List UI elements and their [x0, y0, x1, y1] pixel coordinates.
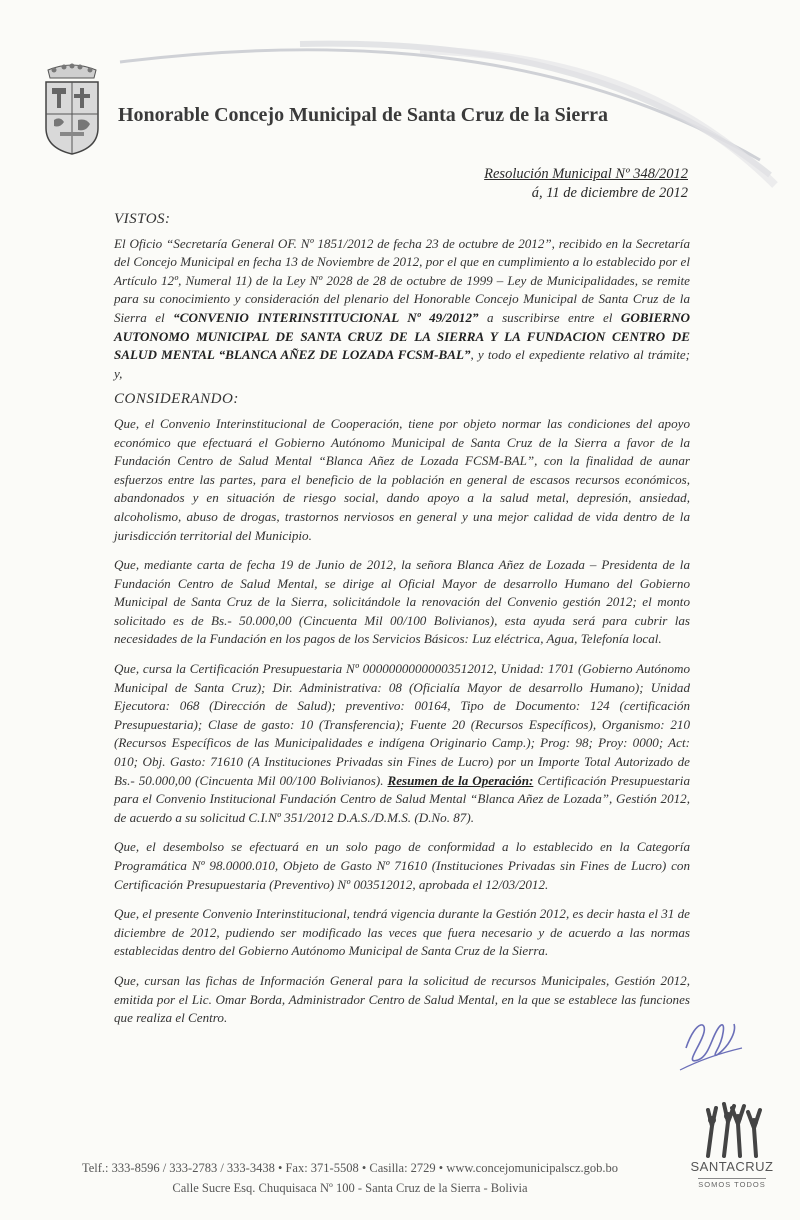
- vistos-text-1: El Oficio “Secretaría General OF. Nº 1851/2012 de fecha 23 de octubre de 2012”, recibido en la Secretaría del Concejo Municipal en fecha 13 de Noviembre de 2012, por el que en cumplimiento a lo establecido por el Artículo 12º, Numeral 11) de la Ley Nº 2028 de 28 de octubre de 1999 – Ley de Municipalidades, se remite para su conocimiento y consideración del plenario del Honorable Concejo Municipal de Santa Cruz de la Sierra el: [114, 235, 690, 325]
- handwritten-signature-icon: [676, 1008, 746, 1078]
- logo-brand: SANTACRUZ: [690, 1159, 774, 1174]
- resolution-date: á, 11 de diciembre de 2012: [531, 185, 688, 201]
- convenio-title: “CONVENIO INTERINSTITUCIONAL Nº 49/2012”: [173, 309, 479, 325]
- operation-summary-label: Resumen de la Operación:: [387, 772, 534, 788]
- resolution-body: [114, 210, 690, 1039]
- institution-title: Honorable Concejo Municipal de Santa Cruz de la Sierra: [118, 104, 608, 126]
- vistos-text-2: a suscribirse entre el: [478, 309, 621, 325]
- vistos-text-3: , y todo el expediente relativo al trámite; y,: [114, 347, 691, 381]
- raised-hands-icon: [682, 1096, 782, 1162]
- considerando-paragraph-5: Que, el presente Convenio Interinstitucional, tendrá vigencia durante la Gestión 2012, es decir hasta el 31 de diciembre de 2012, pudiendo ser modificado las veces que fuera necesario y de acuerdo a las normas establecidas dentro del Gobierno Autónomo Municipal de Santa Cruz de la Sierra.: [114, 906, 690, 959]
- resolution-number: Resolución Municipal Nº 348/2012: [484, 166, 688, 182]
- coat-of-arms-icon: [40, 62, 104, 156]
- resolution-reference: [484, 165, 688, 203]
- vistos-heading: VISTOS:: [114, 211, 171, 227]
- santa-cruz-logo: [682, 1096, 782, 1196]
- considerando-heading: CONSIDERANDO:: [114, 391, 239, 408]
- considerando-paragraph-3: [114, 660, 690, 827]
- certification-text-1: Que, cursa la Certificación Presupuestaria Nº 00000000000003512012, Unidad: 1701 (Gobierno Autónomo Municipal de Santa Cruz); Dir. Administrativa: 08 (Oficialía Mayor de desarrollo Humano); Unidad Ejecutora: 068 (Dirección de Salud); preventivo: 00164, Tipo de Documento: 124 (certificación Presupuestaria); Clase de gasto: 10 (Transferencia); Fuente 20 (Recursos Específicos), Organismo: 210 (Recursos Específicos de las Municipalidades e indígena Originario Camp.); Prog: 98; Proy: 0000; Act: 010; Obj. Gasto: 71610 (A Instituciones Privadas sin Fines de Lucro) por un Importe Total Autorizado de Bs.- 50.000,00 (Cincuenta Mil 00/100 Bolivianos).: [114, 661, 690, 788]
- considerando-paragraph-1: Que, el Convenio Interinstitucional de Cooperación, tiene por objeto normar las condiciones del apoyo económico que efectuará el Gobierno Autónomo Municipal de Santa Cruz de la Sierra a favor de la Fundación Centro de Salud Mental “Blanca Añez de Lozada FCSM-BAL”, con la finalidad de aunar esfuerzos entre las partes, para el beneficio de la población en general de escasos recursos económicos, abandonados y en situación de riesgo social, dando apoyo a la salud metal, depresión, ansiedad, alcoholismo, abuso de drogas, trastornos nerviosos en general y una mejor calidad de vida dentro de la jurisdicción territorial del Municipio.: [114, 415, 690, 543]
- footer-contact: Telf.: 333-8596 / 333-2783 / 333-3438 • Fax: 371-5508 • Casilla: 2729 • www.concejomunicipalscz.gob.bo: [81, 1161, 619, 1175]
- considerando-paragraph-4: Que, el desembolso se efectuará en un solo pago de conformidad a lo establecido en la Categoría Programática Nº 98.0000.010, Objeto de Gasto Nº 71610 (Instituciones Privadas sin Fines de Lucro) con Certificación Presupuestaria (Preventivo) Nº 003512012, aprobada el 12/03/2012.: [114, 839, 690, 892]
- considerando-paragraph-6: Que, cursan las fichas de Información General para la solicitud de recursos Municipales, Gestión 2012, emitida por el Lic. Omar Borda, Administrador Centro de Salud Mental, en la que se establece las funciones que realiza el Centro.: [114, 972, 690, 1026]
- vistos-paragraph: [114, 235, 690, 384]
- footer-address: Calle Sucre Esq. Chuquisaca Nº 100 - Santa Cruz de la Sierra - Bolivia: [172, 1181, 528, 1195]
- certification-text-2: Certificación Presupuestaria para el Convenio Institucional Fundación Centro de Salud Mental “Blanca Añez de Lozada”, Gestión 2012, de acuerdo a su solicitud C.I.Nº 351/2012 D.A.S./D.M.S. (D.No. 87).: [114, 772, 690, 825]
- considerando-paragraph-2: Que, mediante carta de fecha 19 de Junio de 2012, la señora Blanca Añez de Lozada – Presidenta de la Fundación Centro de Salud Mental, se dirige al Oficial Mayor de desarrollo Humano del Gobierno Municipal de Santa Cruz de la Sierra, solicitándole la renovación del Convenio gestión 2012; el monto solicitado es de Bs.- 50.000,00 (Cincuenta Mil 00/100 Bolivianos), esta ayuda será para cubrir las necesidades de la Fundación en los pagos de los Servicios Básicos: Luz eléctrica, Agua, Telefonía local.: [114, 557, 690, 647]
- footer: [40, 1158, 660, 1198]
- parties-names: GOBIERNO AUTONOMO MUNICIPAL DE SANTA CRUZ DE LA SIERRA Y LA FUNDACION CENTRO DE SALUD MENTAL “BLANCA AÑEZ DE LOZADA FCSM-BAL”: [114, 309, 691, 363]
- logo-tagline: SOMOS TODOS: [698, 1180, 766, 1189]
